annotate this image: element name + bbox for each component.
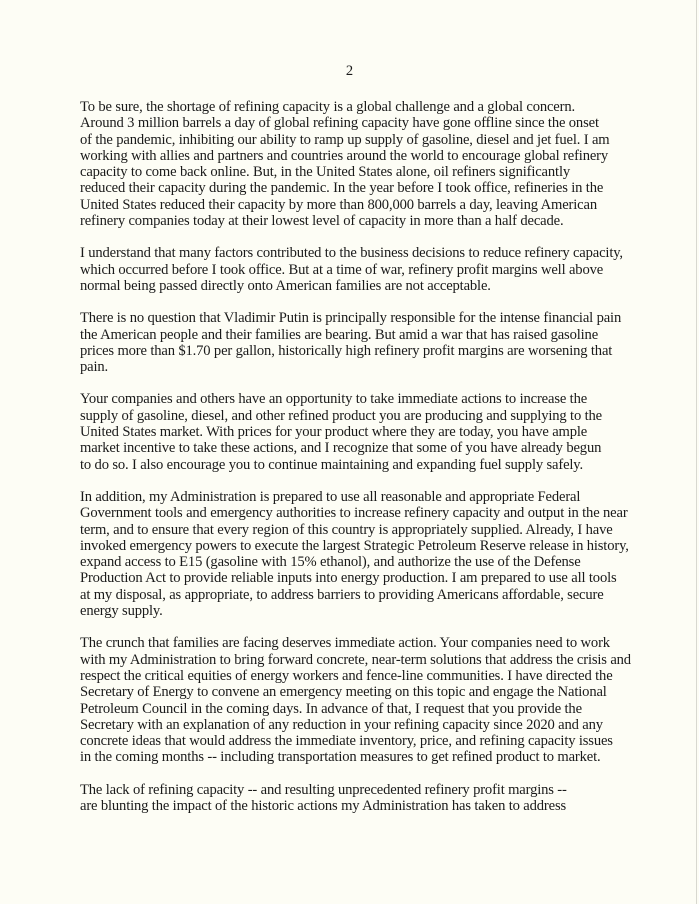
- text-line: respect the critical equities of energy workers and fence-line communities. I have directed the: [80, 667, 613, 684]
- text-line: of the pandemic, inhibiting our ability to ramp up supply of gasoline, diesel and jet fuel. I am: [80, 131, 610, 148]
- text-line: which occurred before I took office. But at a time of war, refinery profit margins well above: [80, 261, 604, 278]
- text-line: Around 3 million barrels a day of global refining capacity have gone offline since the onset: [80, 115, 599, 132]
- text-line: term, and to ensure that every region of this country is appropriately supplied. Already, I have: [80, 521, 613, 538]
- text-line: pain.: [80, 359, 109, 376]
- text-line: reduced their capacity during the pandemic. In the year before I took office, refineries in the: [80, 180, 604, 197]
- text-line: United States market. With prices for your product where they are today, you have ample: [80, 424, 588, 441]
- letter-body: [80, 99, 660, 830]
- text-line: The lack of refining capacity -- and resulting unprecedented refinery profit margins --: [80, 781, 567, 798]
- text-line: Production Act to provide reliable inputs into energy production. I am prepared to use all tools: [80, 570, 617, 587]
- paragraph-putin: [80, 310, 660, 375]
- text-line: To be sure, the shortage of refining capacity is a global challenge and a global concern.: [80, 99, 575, 115]
- text-line: in the coming months -- including transportation measures to get refined product to market.: [80, 749, 601, 766]
- text-line: normal being passed directly onto American families are not acceptable.: [80, 277, 491, 294]
- text-line: are blunting the impact of the historic actions my Administration has taken to address: [80, 797, 567, 814]
- text-line: Government tools and emergency authorities to increase refinery capacity and output in the near: [80, 505, 628, 522]
- text-line: working with allies and partners and countries around the world to encourage global refinery: [80, 147, 609, 164]
- text-line: at my disposal, as appropriate, to address barriers to providing Americans affordable, secure: [80, 586, 604, 603]
- text-line: energy supply.: [80, 603, 163, 620]
- paragraph-refining-global: [80, 99, 660, 229]
- text-line: There is no question that Vladimir Putin is principally responsible for the intense financial pain: [80, 310, 622, 327]
- paragraph-opportunity: [80, 391, 660, 472]
- paragraph-lack-of-capacity: [80, 782, 660, 815]
- text-line: the American people and their families are bearing. But amid a war that has raised gasoline: [80, 326, 599, 343]
- text-line: expand access to E15 (gasoline with 15% ethanol), and authorize the use of the Defense: [80, 554, 581, 571]
- text-line: United States reduced their capacity by more than 800,000 barrels a day, leaving American: [80, 196, 597, 213]
- text-line: The crunch that families are facing deserves immediate action. Your companies need to work: [80, 635, 610, 652]
- page-number: 2: [345, 63, 354, 79]
- text-line: Petroleum Council in the coming days. In advance of that, I request that you provide the: [80, 700, 582, 717]
- paragraph-immediate-action: [80, 635, 660, 765]
- text-line: Secretary with an explanation of any reduction in your refining capacity since 2020 and any: [80, 716, 603, 733]
- text-line: In addition, my Administration is prepared to use all reasonable and appropriate Federal: [80, 488, 581, 505]
- text-line: prices more than $1.70 per gallon, historically high refinery profit margins are worsening that: [80, 342, 613, 359]
- text-line: I understand that many factors contributed to the business decisions to reduce refinery capacity,: [80, 245, 623, 262]
- paragraph-business-decisions: [80, 245, 660, 294]
- text-line: with my Administration to bring forward concrete, near-term solutions that address the crisis and: [80, 651, 631, 668]
- text-line: refinery companies today at their lowest level of capacity in more than a half decade.: [80, 213, 564, 230]
- paragraph-administration-tools: [80, 489, 660, 619]
- text-line: to do so. I also encourage you to continue maintaining and expanding fuel supply safely.: [80, 456, 583, 473]
- text-line: market incentive to take these actions, and I recognize that some of you have already begun: [80, 440, 602, 457]
- text-line: supply of gasoline, diesel, and other refined product you are producing and supplying to the: [80, 407, 602, 424]
- page-edge: [696, 0, 697, 904]
- text-line: invoked emergency powers to execute the largest Strategic Petroleum Reserve release in history,: [80, 537, 629, 554]
- text-line: capacity to come back online. But, in the United States alone, oil refiners significantly: [80, 164, 570, 181]
- text-line: concrete ideas that would address the immediate inventory, price, and refining capacity issues: [80, 733, 613, 750]
- text-line: Your companies and others have an opportunity to take immediate actions to increase the: [80, 391, 588, 408]
- text-line: Secretary of Energy to convene an emergency meeting on this topic and engage the National: [80, 684, 607, 701]
